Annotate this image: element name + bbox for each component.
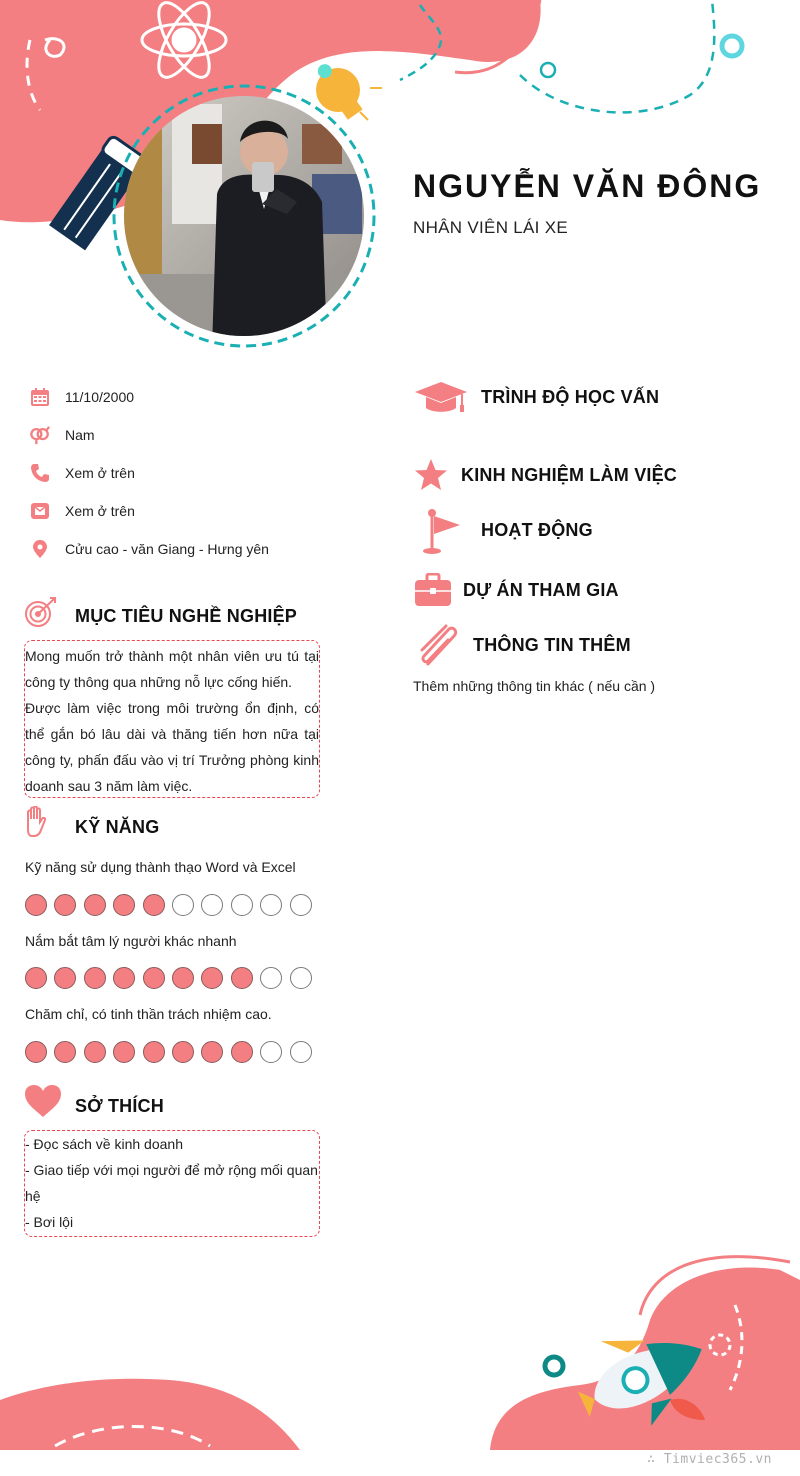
rating-dot-filled — [113, 894, 135, 916]
skills-title: KỸ NĂNG — [75, 817, 160, 837]
experience-title: KINH NGHIỆM LÀM VIỆC — [461, 465, 678, 485]
rating-dot-filled — [25, 967, 47, 989]
rating-dot-filled — [143, 1041, 165, 1063]
rating-dot-empty — [290, 1041, 312, 1063]
hobby-item: - Đọc sách về kinh doanh — [25, 1136, 183, 1152]
rating-dot-empty — [290, 894, 312, 916]
rating-dot-filled — [54, 894, 76, 916]
graduation-cap-icon — [414, 380, 468, 414]
projects-title: DỰ ÁN THAM GIA — [463, 580, 619, 600]
rating-dot-filled — [143, 894, 165, 916]
skill-label-1: Kỹ năng sử dụng thành thạo Word và Excel — [25, 859, 296, 875]
extra-info-text: Thêm những thông tin khác ( nếu cần ) — [413, 678, 656, 694]
email-row — [30, 500, 135, 522]
hobby-item: - Giao tiếp với mọi người để mở rộng mối quan hệ — [25, 1162, 318, 1204]
candidate-name: NGUYỄN VĂN ĐÔNG — [413, 168, 762, 204]
paperclip-icon — [416, 624, 460, 668]
rating-dot-empty — [260, 1041, 282, 1063]
star-icon — [414, 458, 448, 492]
rating-dot-filled — [113, 1041, 135, 1063]
rating-dot-filled — [25, 894, 47, 916]
rating-dot-empty — [290, 967, 312, 989]
email-text: Xem ở trên — [65, 503, 135, 519]
heart-icon — [24, 1084, 62, 1118]
birthday-text: 11/10/2000 — [65, 389, 135, 405]
skill-label-3: Chăm chỉ, có tinh thần trách nhiệm cao. — [25, 1006, 272, 1022]
phone-text: Xem ở trên — [65, 465, 135, 481]
skill-rating-1 — [25, 894, 312, 916]
rating-dot-empty — [201, 894, 223, 916]
phone-icon — [30, 463, 50, 483]
watermark: ∴ Timviec365.vn — [647, 1452, 772, 1467]
rating-dot-filled — [84, 967, 106, 989]
rating-dot-filled — [231, 967, 253, 989]
rating-dot-filled — [25, 1041, 47, 1063]
rating-dot-filled — [84, 1041, 106, 1063]
rating-dot-empty — [260, 967, 282, 989]
flag-icon — [420, 508, 464, 556]
rating-dot-empty — [260, 894, 282, 916]
hobby-item: - Bơi lội — [25, 1214, 74, 1230]
skill-rating-2 — [25, 967, 312, 989]
address-text: Cửu cao - văn Giang - Hưng yên — [65, 541, 269, 557]
rating-dot-filled — [172, 967, 194, 989]
rating-dot-filled — [201, 1041, 223, 1063]
phone-row — [30, 462, 135, 484]
rating-dot-empty — [231, 894, 253, 916]
location-pin-icon — [30, 539, 50, 559]
hobbies-title: SỞ THÍCH — [75, 1096, 164, 1116]
objective-box — [24, 640, 320, 798]
education-title: TRÌNH ĐỘ HỌC VẤN — [481, 387, 660, 407]
rating-dot-filled — [231, 1041, 253, 1063]
gender-text: Nam — [65, 427, 95, 443]
target-icon — [24, 596, 58, 630]
hobbies-box — [24, 1130, 320, 1237]
job-title: NHÂN VIÊN LÁI XE — [413, 218, 569, 237]
calendar-icon — [30, 387, 50, 407]
activities-title: HOẠT ĐỘNG — [481, 520, 593, 540]
objective-text-2: Được làm việc trong môi trường ổn định, có thể gắn bó lâu dài và thăng tiến hơn nữa tại công ty, phấn đấu vào vị trí Trưởng phòng kinh doanh sau 3 năm làm việc. — [25, 700, 319, 794]
rating-dot-filled — [201, 967, 223, 989]
objective-title: MỤC TIÊU NGHỀ NGHIỆP — [75, 606, 298, 626]
skill-rating-3 — [25, 1041, 312, 1063]
rating-dot-empty — [172, 894, 194, 916]
skill-label-2: Nắm bắt tâm lý người khác nhanh — [25, 933, 237, 949]
extra-info-title: THÔNG TIN THÊM — [473, 635, 631, 655]
rating-dot-filled — [172, 1041, 194, 1063]
rating-dot-filled — [143, 967, 165, 989]
briefcase-icon — [414, 573, 452, 607]
gender-row — [30, 424, 95, 446]
hand-icon — [24, 806, 50, 838]
address-row — [30, 538, 269, 560]
profile-photo — [112, 84, 376, 348]
birthday-row — [30, 386, 135, 408]
rating-dot-filled — [113, 967, 135, 989]
rating-dot-filled — [54, 1041, 76, 1063]
objective-text-1: Mong muốn trở thành một nhân viên ưu tú tại công ty thông qua những nỗ lực cống hiến. — [25, 648, 319, 690]
gender-icon — [30, 425, 50, 445]
rating-dot-filled — [54, 967, 76, 989]
email-icon — [30, 501, 50, 521]
rating-dot-filled — [84, 894, 106, 916]
